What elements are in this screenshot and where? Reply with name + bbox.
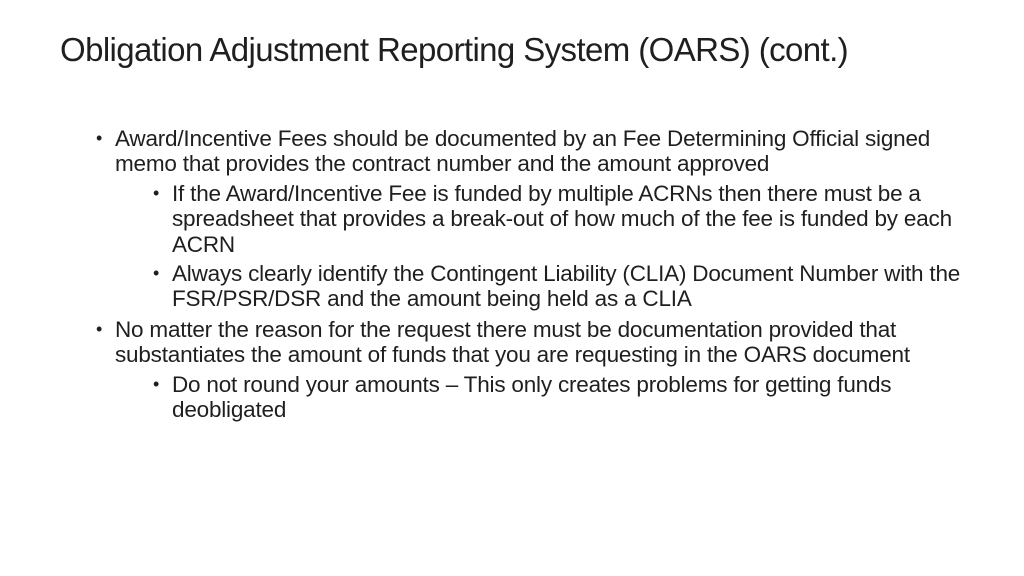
bullet-icon: • <box>153 373 160 394</box>
bullet-icon: • <box>153 182 160 203</box>
bullet-list <box>96 126 976 422</box>
bullet-icon: • <box>153 263 160 284</box>
slide-title: Obligation Adjustment Reporting System (OARS) (cont.) <box>60 31 849 68</box>
bullet-item <box>96 317 976 423</box>
slide-body <box>96 126 976 422</box>
sub-bullet-item <box>153 181 976 257</box>
sub-bullet-item <box>153 261 976 312</box>
bullet-icon: • <box>96 318 103 339</box>
bullet-icon: • <box>96 128 103 148</box>
sub-bullet-text: If the Award/Incentive Fee is funded by multiple ACRNs then there must be a spreadsheet that provides a break-out of how much of the fee is funded by each ACRN <box>172 180 952 257</box>
bullet-text: Award/Incentive Fees should be documented by an Fee Determining Official signed memo that provides the contract number and the amount approved <box>115 126 931 177</box>
sub-bullet-list <box>115 372 976 423</box>
sub-bullet-text: Do not round your amounts – This only creates problems for getting funds deobligated <box>172 371 892 423</box>
sub-bullet-item <box>153 372 976 423</box>
sub-bullet-text: Always clearly identify the Contingent Liability (CLIA) Document Number with the FSR/PSR/DSR and the amount being held as a CLIA <box>172 261 961 312</box>
sub-bullet-list <box>115 181 976 312</box>
bullet-item <box>96 126 976 312</box>
bullet-text: No matter the reason for the request there must be documentation provided that substantiates the amount of funds that you are requesting in the OARS document <box>115 316 910 368</box>
